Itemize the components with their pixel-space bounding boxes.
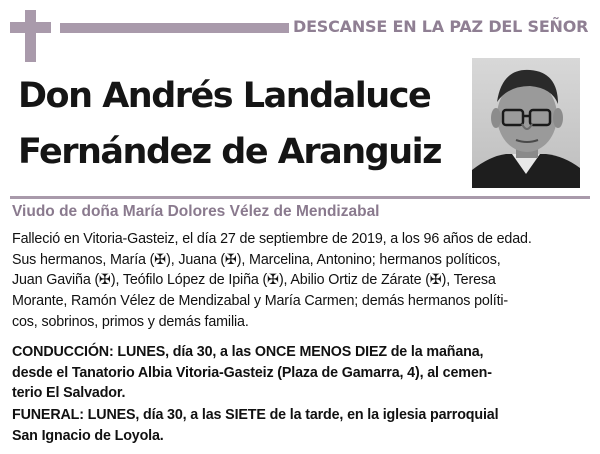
cross-vertical-bar	[25, 10, 36, 62]
deceased-name	[18, 68, 458, 180]
header-title: DESCANSE EN LA PAZ DEL SEÑOR	[293, 17, 589, 36]
body-line: Morante, Ramón Vélez de Mendizabal y María Carmen; demás hermanos políti-	[12, 293, 509, 310]
divider-rule	[10, 196, 590, 199]
obituary-body	[12, 229, 589, 333]
conduccion-line: terio El Salvador.	[12, 385, 126, 401]
widow-subtitle: Viudo de doña María Dolores Vélez de Mendizabal	[12, 203, 380, 220]
body-line: Sus hermanos, María (✠), Juana (✠), Marcelina, Antonino; hermanos políticos,	[12, 251, 501, 268]
conduccion-line: CONDUCCIÓN: LUNES, día 30, a las ONCE MENOS DIEZ de la mañana,	[12, 344, 484, 360]
portrait-photo	[472, 58, 580, 188]
name-line-1: Don Andrés Landaluce	[18, 76, 431, 116]
funeral-notice	[12, 405, 589, 446]
conduccion-line: desde el Tanatorio Albia Vitoria-Gasteiz (Plaza de Gamarra, 4), al cemen-	[12, 364, 492, 381]
funeral-line: San Ignacio de Loyola.	[12, 427, 164, 444]
body-line: Falleció en Vitoria-Gasteiz, el día 27 de septiembre de 2019, a los 96 años de edad.	[12, 231, 532, 247]
body-line: cos, sobrinos, primos y demás familia.	[12, 313, 249, 330]
body-line: Juan Gaviña (✠), Teófilo López de Ipiña (✠), Abilio Ortiz de Zárate (✠), Teresa	[12, 272, 496, 289]
header-band	[60, 23, 289, 33]
name-line-2: Fernández de Aranguiz	[18, 132, 441, 172]
funeral-line: FUNERAL: LUNES, día 30, a las SIETE de la tarde, en la iglesia parroquial	[12, 407, 499, 423]
conduccion-notice	[12, 342, 589, 404]
cross-horizontal-bar	[10, 22, 51, 33]
